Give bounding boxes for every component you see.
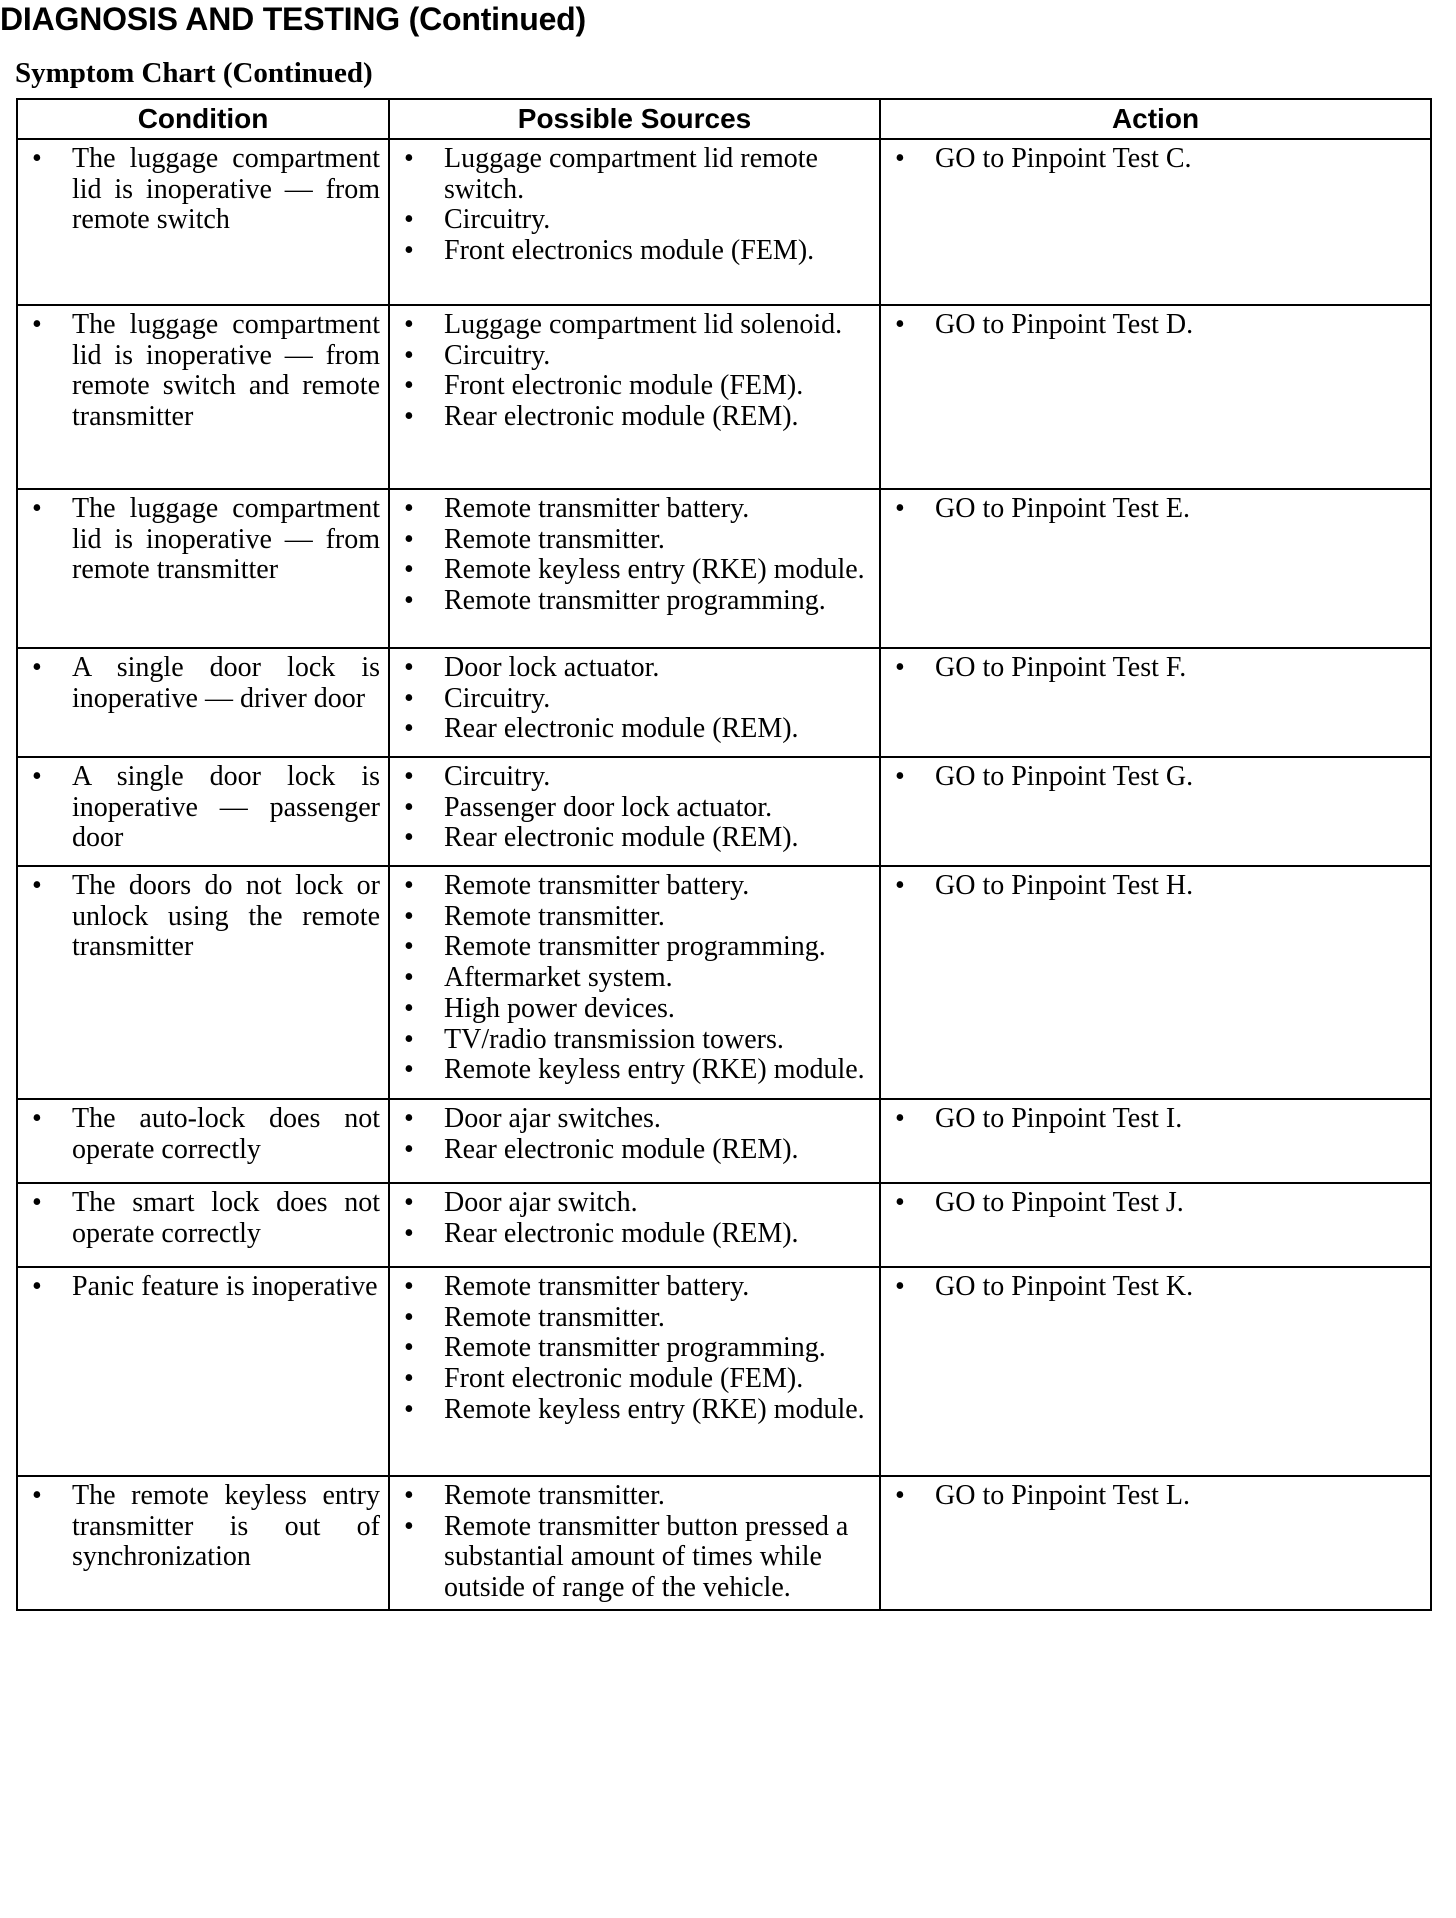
possible-sources-cell: [389, 305, 880, 489]
action-cell: [880, 648, 1431, 757]
condition-cell: [17, 1183, 389, 1267]
possible-source-item: • Remote transmitter.: [398, 1481, 871, 1512]
possible-source-item: • Circuitry.: [398, 341, 871, 372]
action-list: [889, 144, 1422, 175]
table-row: [17, 1267, 1431, 1476]
possible-source-item: • Remote transmitter battery.: [398, 494, 871, 525]
table-row: [17, 648, 1431, 757]
action-cell: [880, 305, 1431, 489]
action-cell: [880, 866, 1431, 1099]
condition-list: [26, 1104, 380, 1165]
possible-sources-cell: [389, 139, 880, 305]
condition-list: [26, 1188, 380, 1249]
condition-text: • Panic feature is inoperative: [26, 1272, 380, 1303]
condition-cell: [17, 757, 389, 866]
column-header-possible-sources: Possible Sources: [389, 99, 880, 139]
possible-source-item: • Rear electronic module (REM).: [398, 1135, 871, 1166]
possible-sources-list: [398, 494, 871, 617]
possible-source-item: • Rear electronic module (REM).: [398, 714, 871, 745]
possible-source-item: • Remote transmitter.: [398, 1303, 871, 1334]
condition-list: [26, 762, 380, 854]
possible-sources-cell: [389, 1183, 880, 1267]
action-cell: [880, 1183, 1431, 1267]
possible-source-item: • TV/radio transmission towers.: [398, 1025, 871, 1056]
condition-text: • The luggage compartment lid is inoperative — from remote switch: [26, 144, 380, 236]
possible-source-item: • Aftermarket system.: [398, 963, 871, 994]
condition-cell: [17, 489, 389, 648]
action-cell: [880, 1267, 1431, 1476]
possible-source-item: • Circuitry.: [398, 684, 871, 715]
possible-source-item: • Door ajar switch.: [398, 1188, 871, 1219]
possible-sources-list: [398, 762, 871, 854]
action-list: [889, 653, 1422, 684]
table-row: [17, 489, 1431, 648]
action-text: • GO to Pinpoint Test L.: [889, 1481, 1422, 1512]
possible-source-item: • Remote transmitter.: [398, 902, 871, 933]
possible-sources-list: [398, 1104, 871, 1165]
possible-source-item: • Rear electronic module (REM).: [398, 823, 871, 854]
action-list: [889, 871, 1422, 902]
possible-sources-list: [398, 1481, 871, 1604]
possible-sources-list: [398, 871, 871, 1086]
condition-list: [26, 144, 380, 236]
possible-source-item: • Front electronic module (FEM).: [398, 371, 871, 402]
condition-text: • The doors do not lock or unlock using the remote transmitter: [26, 871, 380, 963]
possible-source-item: • Rear electronic module (REM).: [398, 1219, 871, 1250]
condition-list: [26, 871, 380, 963]
possible-source-item: • Remote transmitter.: [398, 525, 871, 556]
action-cell: [880, 489, 1431, 648]
possible-sources-list: [398, 653, 871, 745]
table-row: [17, 305, 1431, 489]
condition-cell: [17, 305, 389, 489]
column-header-condition: Condition: [17, 99, 389, 139]
possible-source-item: • Remote transmitter battery.: [398, 871, 871, 902]
page-title: DIAGNOSIS AND TESTING (Continued): [0, 1, 586, 37]
action-list: [889, 1481, 1422, 1512]
possible-sources-list: [398, 144, 871, 267]
possible-source-item: • Door ajar switches.: [398, 1104, 871, 1135]
table-row: [17, 866, 1431, 1099]
section-subtitle: Symptom Chart (Continued): [15, 57, 373, 89]
possible-source-item: • Luggage compartment lid remote switch.: [398, 144, 871, 205]
symptom-chart-table: [16, 98, 1432, 1611]
action-list: [889, 494, 1422, 525]
condition-list: [26, 1272, 380, 1303]
possible-source-item: • Rear electronic module (REM).: [398, 402, 871, 433]
condition-cell: [17, 1099, 389, 1183]
possible-source-item: • Remote transmitter programming.: [398, 932, 871, 963]
condition-text: • A single door lock is inoperative — driver door: [26, 653, 380, 714]
possible-sources-cell: [389, 866, 880, 1099]
possible-source-item: • Passenger door lock actuator.: [398, 793, 871, 824]
action-text: • GO to Pinpoint Test E.: [889, 494, 1422, 525]
condition-text: • A single door lock is inoperative — passenger door: [26, 762, 380, 854]
action-list: [889, 762, 1422, 793]
table-row: [17, 139, 1431, 305]
possible-source-item: • Remote keyless entry (RKE) module.: [398, 1395, 871, 1426]
action-list: [889, 1272, 1422, 1303]
possible-source-item: • Circuitry.: [398, 205, 871, 236]
condition-text: • The smart lock does not operate correctly: [26, 1188, 380, 1249]
possible-source-item: • Door lock actuator.: [398, 653, 871, 684]
action-list: [889, 1104, 1422, 1135]
possible-source-item: • Remote transmitter programming.: [398, 586, 871, 617]
possible-source-item: • Remote transmitter programming.: [398, 1333, 871, 1364]
action-text: • GO to Pinpoint Test J.: [889, 1188, 1422, 1219]
possible-sources-cell: [389, 757, 880, 866]
table-row: [17, 1183, 1431, 1267]
possible-sources-cell: [389, 1476, 880, 1610]
possible-source-item: • High power devices.: [398, 994, 871, 1025]
possible-sources-cell: [389, 1099, 880, 1183]
action-text: • GO to Pinpoint Test F.: [889, 653, 1422, 684]
possible-sources-cell: [389, 489, 880, 648]
condition-list: [26, 653, 380, 714]
possible-sources-cell: [389, 1267, 880, 1476]
condition-text: • The luggage compartment lid is inoperative — from remote switch and remote transmitter: [26, 310, 380, 433]
table-row: [17, 757, 1431, 866]
action-text: • GO to Pinpoint Test H.: [889, 871, 1422, 902]
action-cell: [880, 757, 1431, 866]
action-text: • GO to Pinpoint Test K.: [889, 1272, 1422, 1303]
table-row: [17, 1476, 1431, 1610]
action-text: • GO to Pinpoint Test G.: [889, 762, 1422, 793]
possible-source-item: • Front electronics module (FEM).: [398, 236, 871, 267]
action-list: [889, 1188, 1422, 1219]
action-list: [889, 310, 1422, 341]
condition-text: • The remote keyless entry transmitter is out of synchronization: [26, 1481, 380, 1573]
condition-list: [26, 310, 380, 433]
possible-source-item: • Circuitry.: [398, 762, 871, 793]
condition-cell: [17, 139, 389, 305]
possible-source-item: • Front electronic module (FEM).: [398, 1364, 871, 1395]
possible-sources-cell: [389, 648, 880, 757]
possible-source-item: • Remote keyless entry (RKE) module.: [398, 555, 871, 586]
condition-text: • The luggage compartment lid is inoperative — from remote transmitter: [26, 494, 380, 586]
possible-source-item: • Luggage compartment lid solenoid.: [398, 310, 871, 341]
action-cell: [880, 1099, 1431, 1183]
action-text: • GO to Pinpoint Test I.: [889, 1104, 1422, 1135]
condition-cell: [17, 1267, 389, 1476]
possible-sources-list: [398, 310, 871, 433]
condition-cell: [17, 648, 389, 757]
possible-source-item: • Remote transmitter button pressed a substantial amount of times while outside of range of the vehicle.: [398, 1512, 871, 1604]
possible-sources-list: [398, 1188, 871, 1249]
table-header-row: [17, 99, 1431, 139]
action-text: • GO to Pinpoint Test C.: [889, 144, 1422, 175]
possible-sources-list: [398, 1272, 871, 1426]
action-text: • GO to Pinpoint Test D.: [889, 310, 1422, 341]
condition-list: [26, 1481, 380, 1573]
possible-source-item: • Remote keyless entry (RKE) module.: [398, 1055, 871, 1086]
condition-cell: [17, 1476, 389, 1610]
action-cell: [880, 139, 1431, 305]
condition-list: [26, 494, 380, 586]
column-header-action: Action: [880, 99, 1431, 139]
action-cell: [880, 1476, 1431, 1610]
condition-text: • The auto-lock does not operate correctly: [26, 1104, 380, 1165]
table-row: [17, 1099, 1431, 1183]
condition-cell: [17, 866, 389, 1099]
table-body: [17, 139, 1431, 1610]
possible-source-item: • Remote transmitter battery.: [398, 1272, 871, 1303]
